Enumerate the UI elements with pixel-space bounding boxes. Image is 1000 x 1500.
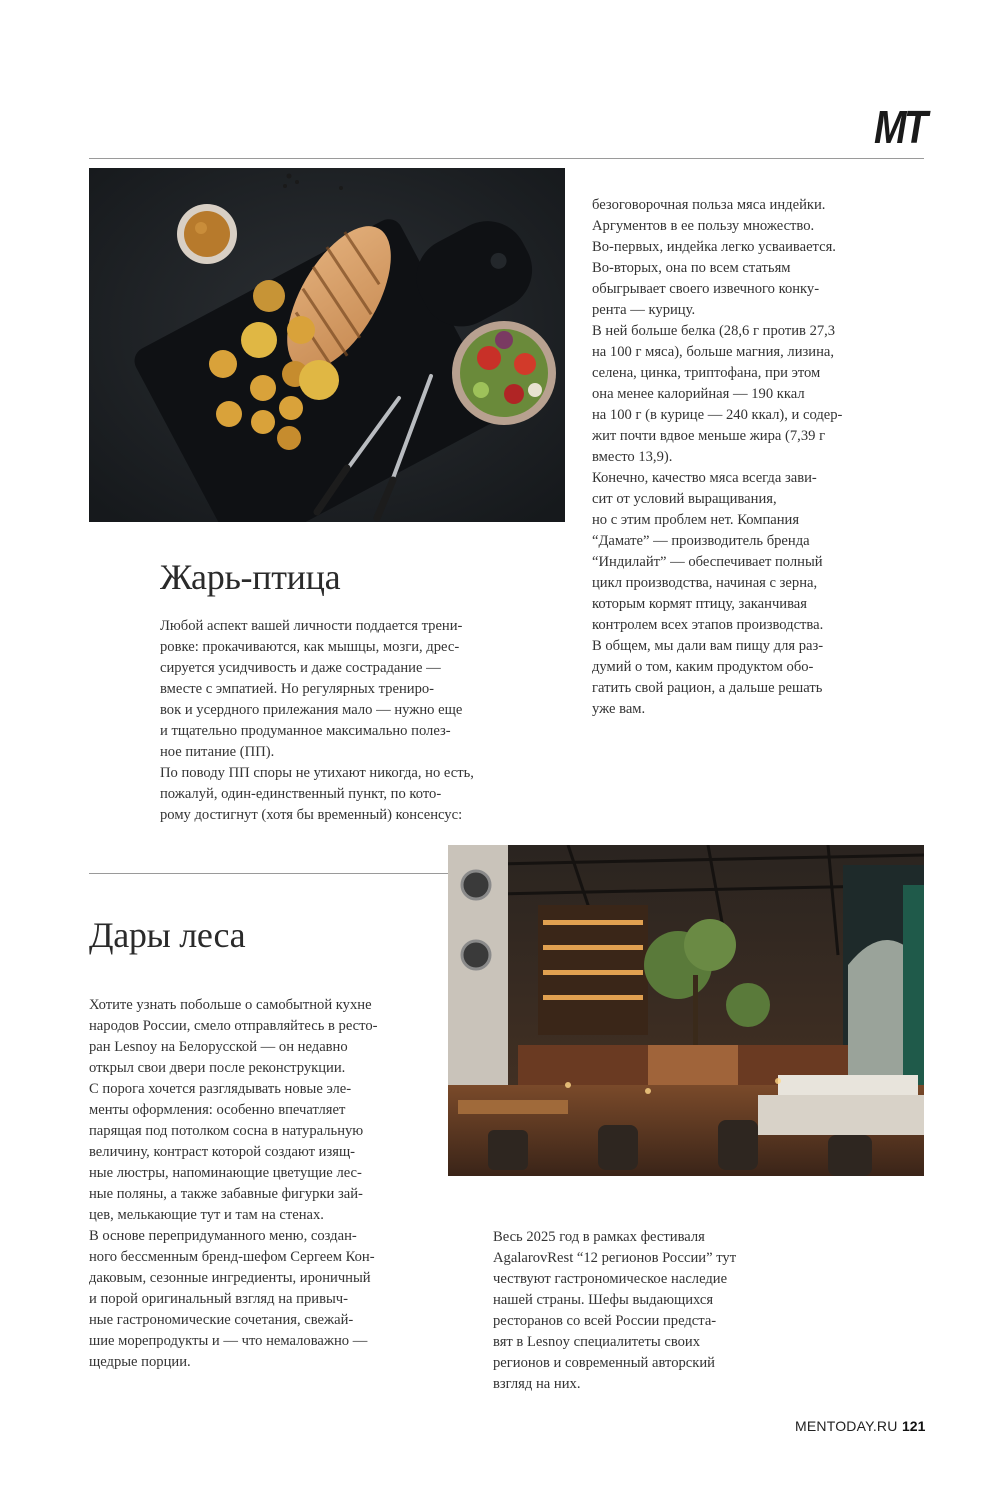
- paragraph: Любой аспект вашей личности поддается трени- ровке: прокачиваются, как мышцы, мозги, дрес- сируется усидчивость и даже сострадание — вместе с эмпатией. Но регулярных трениро- вок и усердного прилежания мало — нужно еще и тщательно продуманное максимально полез- ное питание (ПП).: [160, 618, 463, 760]
- footer-website: MENTODAY.RU: [795, 1418, 898, 1434]
- section-divider: [89, 873, 449, 874]
- paragraph: В ней больше белка (28,6 г против 27,3 на 100 г мяса), больше магния, лизина, селена, цинка, триптофана, при этом она менее калорийная — 190 ккал на 100 г (в курице — 240 ккал), и содер- жит почти вдвое меньше жира (7,39 г вместо 13,9).: [592, 323, 843, 465]
- paragraph: безоговорочная польза мяса индейки. Аргументов в ее пользу множество. Во-первых, индейка легко усваивается. Во-вторых, она по всем статьям обыгрывает своего извечного конку- рента — курицу.: [592, 197, 836, 318]
- paragraph: Весь 2025 год в рамках фестиваля AgalarovRest “12 регионов России” тут чествуют гастрономическое наследие нашей страны. Шефы выдающихся ресторанов со всей России предста- вят в Lesnoy специалитеты своих регионов и современный авторский взгляд на них.: [493, 1229, 737, 1392]
- header-rule: [89, 158, 924, 159]
- section1-title: Жарь-птица: [160, 557, 341, 597]
- section2-right-column: [493, 1227, 783, 1395]
- page-number: 121: [902, 1418, 926, 1434]
- magazine-logo: MT: [874, 101, 926, 153]
- section2-left-column: [89, 995, 434, 1373]
- food-photo: [89, 168, 565, 522]
- section2-title: Дары леса: [89, 915, 246, 955]
- section1-right-column: [592, 195, 892, 720]
- paragraph: Хотите узнать побольше о самобытной кухне народов России, смело отправляйтесь в ресто- ран Lesnoy на Белорусской — он недавно открыл свои двери после реконструкции.: [89, 997, 378, 1076]
- paragraph: По поводу ПП споры не утихают никогда, но есть, пожалуй, один-единственный пункт, по кото- рому достигнут (хотя бы временный) консенсус:: [160, 765, 474, 823]
- paragraph: Конечно, качество мяса всегда зави- сит от условий выращивания, но с этим проблем нет. Компания “Дамате” — производитель бренда “Индилайт” — обеспечивает полный цикл производства, начиная с зерна, которым кормят птицу, заканчивая контролем всех этапов производства.: [592, 470, 824, 633]
- paragraph: С порога хочется разглядывать новые эле- менты оформления: особенно впечатляет парящая под потолком сосна в натуральную величину, контраст которой создают изящ- ные люстры, напоминающие цветущие лес- ные поляны, а также забавные фигурки зай- цев, мелькающие тут и там на стенах.: [89, 1081, 364, 1223]
- restaurant-photo: [448, 845, 924, 1176]
- section1-left-column: [160, 616, 520, 826]
- paragraph: В общем, мы дали вам пищу для раз- думий о том, каким продуктом обо- гатить свой рацион, а дальше решать уже вам.: [592, 638, 824, 717]
- paragraph: В основе перепридуманного меню, создан- ного бессменным бренд-шефом Сергеем Кон- даковым, сезонные ингредиенты, ироничный и порой оригинальный взгляд на привыч- ные гастрономические сочетания, свежай- шие морепродукты и — что немаловажно — щедрые порции.: [89, 1228, 375, 1370]
